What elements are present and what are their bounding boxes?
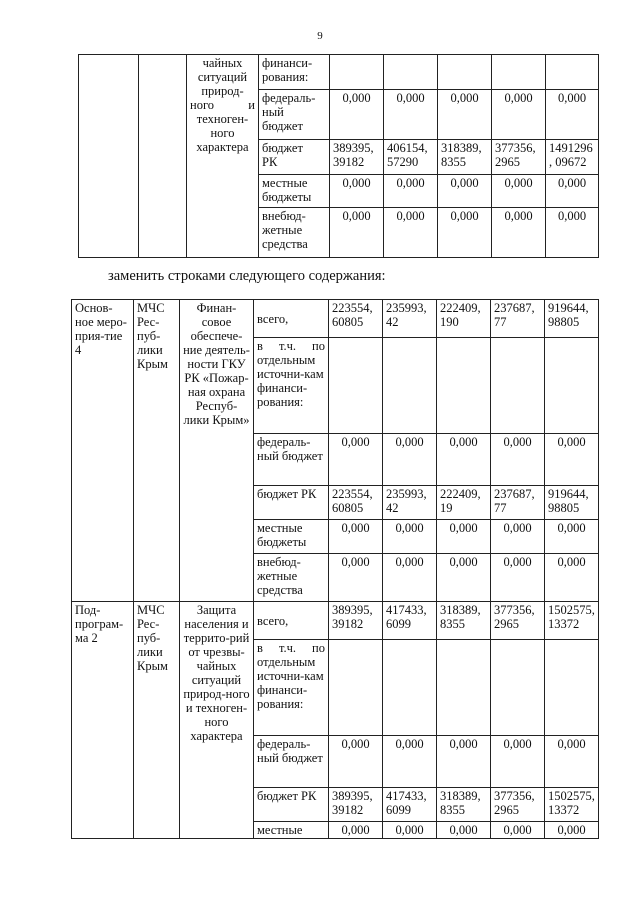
program-name-cell: Основ-ное меро-прия-тие 4 xyxy=(72,300,134,602)
value-cell: 223554, 60805 xyxy=(329,486,383,520)
value-cell: 0,000 xyxy=(383,520,437,554)
value-cell: 1502575, 13372 xyxy=(545,788,599,822)
value-cell xyxy=(438,55,492,90)
value-cell: 0,000 xyxy=(329,434,383,486)
value-cell: 0,000 xyxy=(545,822,599,839)
value-cell: 0,000 xyxy=(491,554,545,602)
source-cell: бюджет РК xyxy=(254,486,329,520)
value-cell: 0,000 xyxy=(545,434,599,486)
value-cell: 377356, 2965 xyxy=(491,788,545,822)
source-line: рования: xyxy=(262,70,309,84)
value-cell: 0,000 xyxy=(437,554,491,602)
value-cell xyxy=(491,640,545,736)
value-cell: 237687, 77 xyxy=(491,300,545,338)
value-cell: 237687, 77 xyxy=(491,486,545,520)
value-cell: 0,000 xyxy=(383,822,437,839)
source-cell: всего, xyxy=(254,300,329,338)
value-cell: 0,000 xyxy=(546,90,599,140)
source-line: финанси- xyxy=(262,56,313,70)
value-cell: 0,000 xyxy=(492,90,546,140)
value-cell xyxy=(545,640,599,736)
source-cell: всего, xyxy=(254,602,329,640)
value-cell: 0,000 xyxy=(545,554,599,602)
value-cell xyxy=(329,338,383,434)
source-cell xyxy=(259,140,330,175)
value-cell: 0,000 xyxy=(438,208,492,258)
value-cell: 0,000 xyxy=(329,554,383,602)
empty-name-cell xyxy=(79,55,139,258)
value-cell xyxy=(546,55,599,90)
value-cell xyxy=(330,55,384,90)
value-cell: 318389, 8355 xyxy=(438,140,492,175)
value-cell: 0,000 xyxy=(438,90,492,140)
source-cell: федераль-ный бюджет xyxy=(254,736,329,788)
value-cell: 389395, 39182 xyxy=(329,788,383,822)
source-cell xyxy=(259,175,330,208)
value-cell xyxy=(437,640,491,736)
purpose-line: ситуаций xyxy=(197,70,248,84)
replacement-table xyxy=(71,299,599,839)
value-cell: 0,000 xyxy=(546,208,599,258)
value-cell: 318389, 8355 xyxy=(437,788,491,822)
value-cell: 0,000 xyxy=(437,520,491,554)
source-line: бюджеты xyxy=(262,190,312,204)
value-cell: 1491296, 09672 xyxy=(546,140,599,175)
value-cell: 919644, 98805 xyxy=(545,486,599,520)
value-cell: 0,000 xyxy=(492,175,546,208)
value-cell: 0,000 xyxy=(491,822,545,839)
purpose-line: характера xyxy=(196,140,249,154)
value-cell: 0,000 xyxy=(384,90,438,140)
value-cell: 0,000 xyxy=(330,175,384,208)
purpose-line: ного и xyxy=(190,98,255,112)
value-cell xyxy=(329,640,383,736)
value-cell xyxy=(491,338,545,434)
value-cell xyxy=(437,338,491,434)
value-cell: 377356, 2965 xyxy=(491,602,545,640)
source-line: внебюд- xyxy=(262,209,306,223)
purpose-line: техноген- xyxy=(196,112,249,126)
value-cell: 1502575, 13372 xyxy=(545,602,599,640)
value-cell: 389395, 39182 xyxy=(329,602,383,640)
value-cell: 235993, 42 xyxy=(383,300,437,338)
value-cell: 0,000 xyxy=(437,434,491,486)
source-line: бюджет xyxy=(262,141,303,155)
value-cell: 0,000 xyxy=(330,208,384,258)
value-cell: 0,000 xyxy=(384,208,438,258)
executor-cell: МЧС Рес-пуб-лики Крым xyxy=(134,602,180,839)
purpose-cell: Защита населения и террито-рий от чрезвы-чайных ситуаций природ-ного и техноген-ного характера xyxy=(180,602,254,839)
value-cell: 0,000 xyxy=(383,554,437,602)
value-cell: 406154, 57290 xyxy=(384,140,438,175)
value-cell: 0,000 xyxy=(438,175,492,208)
value-cell: 0,000 xyxy=(330,90,384,140)
source-cell: бюджет РК xyxy=(254,788,329,822)
source-cell: федераль-ный бюджет xyxy=(254,434,329,486)
value-cell: 0,000 xyxy=(437,822,491,839)
purpose-line: чайных xyxy=(202,56,243,70)
source-cell: местные xyxy=(254,822,329,839)
purpose-line: ного xyxy=(210,126,235,140)
intro-text: заменить строками следующего содержания: xyxy=(108,268,386,284)
value-cell: 0,000 xyxy=(437,736,491,788)
value-cell: 0,000 xyxy=(491,736,545,788)
value-cell: 389395, 39182 xyxy=(330,140,384,175)
page-number: 9 xyxy=(317,30,323,42)
value-cell: 0,000 xyxy=(329,736,383,788)
source-line: бюджет xyxy=(262,119,303,133)
value-cell xyxy=(545,338,599,434)
value-cell: 222409, 19 xyxy=(437,486,491,520)
value-cell: 0,000 xyxy=(545,520,599,554)
value-cell: 223554, 60805 xyxy=(329,300,383,338)
source-line: ный xyxy=(262,105,284,119)
purpose-cell: Финан-совое обеспече-ние деятель-ности ГКУ РК «Пожар-ная охрана Респуб-лики Крым» xyxy=(180,300,254,602)
value-cell: 0,000 xyxy=(383,736,437,788)
value-cell: 0,000 xyxy=(491,434,545,486)
executor-cell: МЧС Рес-пуб-лики Крым xyxy=(134,300,180,602)
source-cell: в т.ч. по отдельным источни-кам финанси-рования: xyxy=(254,338,329,434)
value-cell: 0,000 xyxy=(329,822,383,839)
value-cell: 235993, 42 xyxy=(383,486,437,520)
source-line: федераль- xyxy=(262,91,316,105)
source-line: РК xyxy=(262,155,278,169)
value-cell: 0,000 xyxy=(384,175,438,208)
source-cell: местные бюджеты xyxy=(254,520,329,554)
value-cell xyxy=(384,55,438,90)
value-cell: 919644, 98805 xyxy=(545,300,599,338)
value-cell: 377356, 2965 xyxy=(492,140,546,175)
value-cell xyxy=(492,55,546,90)
value-cell: 0,000 xyxy=(491,520,545,554)
value-cell xyxy=(383,640,437,736)
value-cell: 417433, 6099 xyxy=(383,788,437,822)
source-line: жетные xyxy=(262,223,303,237)
source-cell: в т.ч. по отдельным источни-кам финанси-рования: xyxy=(254,640,329,736)
value-cell xyxy=(383,338,437,434)
value-cell: 0,000 xyxy=(492,208,546,258)
purpose-line: природ- xyxy=(201,84,244,98)
source-cell xyxy=(259,55,330,90)
value-cell: 0,000 xyxy=(546,175,599,208)
value-cell: 417433, 6099 xyxy=(383,602,437,640)
value-cell: 0,000 xyxy=(383,434,437,486)
source-cell: внебюд-жетные средства xyxy=(254,554,329,602)
source-cell xyxy=(259,208,330,258)
value-cell: 318389, 8355 xyxy=(437,602,491,640)
source-cell xyxy=(259,90,330,140)
value-cell: 0,000 xyxy=(545,736,599,788)
program-name-cell: Под-програм-ма 2 xyxy=(72,602,134,839)
purpose-cell xyxy=(187,55,259,258)
continuation-table xyxy=(78,54,599,258)
empty-executor-cell xyxy=(139,55,187,258)
source-line: местные xyxy=(262,176,308,190)
value-cell: 222409, 190 xyxy=(437,300,491,338)
value-cell: 0,000 xyxy=(329,520,383,554)
source-line: средства xyxy=(262,237,308,251)
